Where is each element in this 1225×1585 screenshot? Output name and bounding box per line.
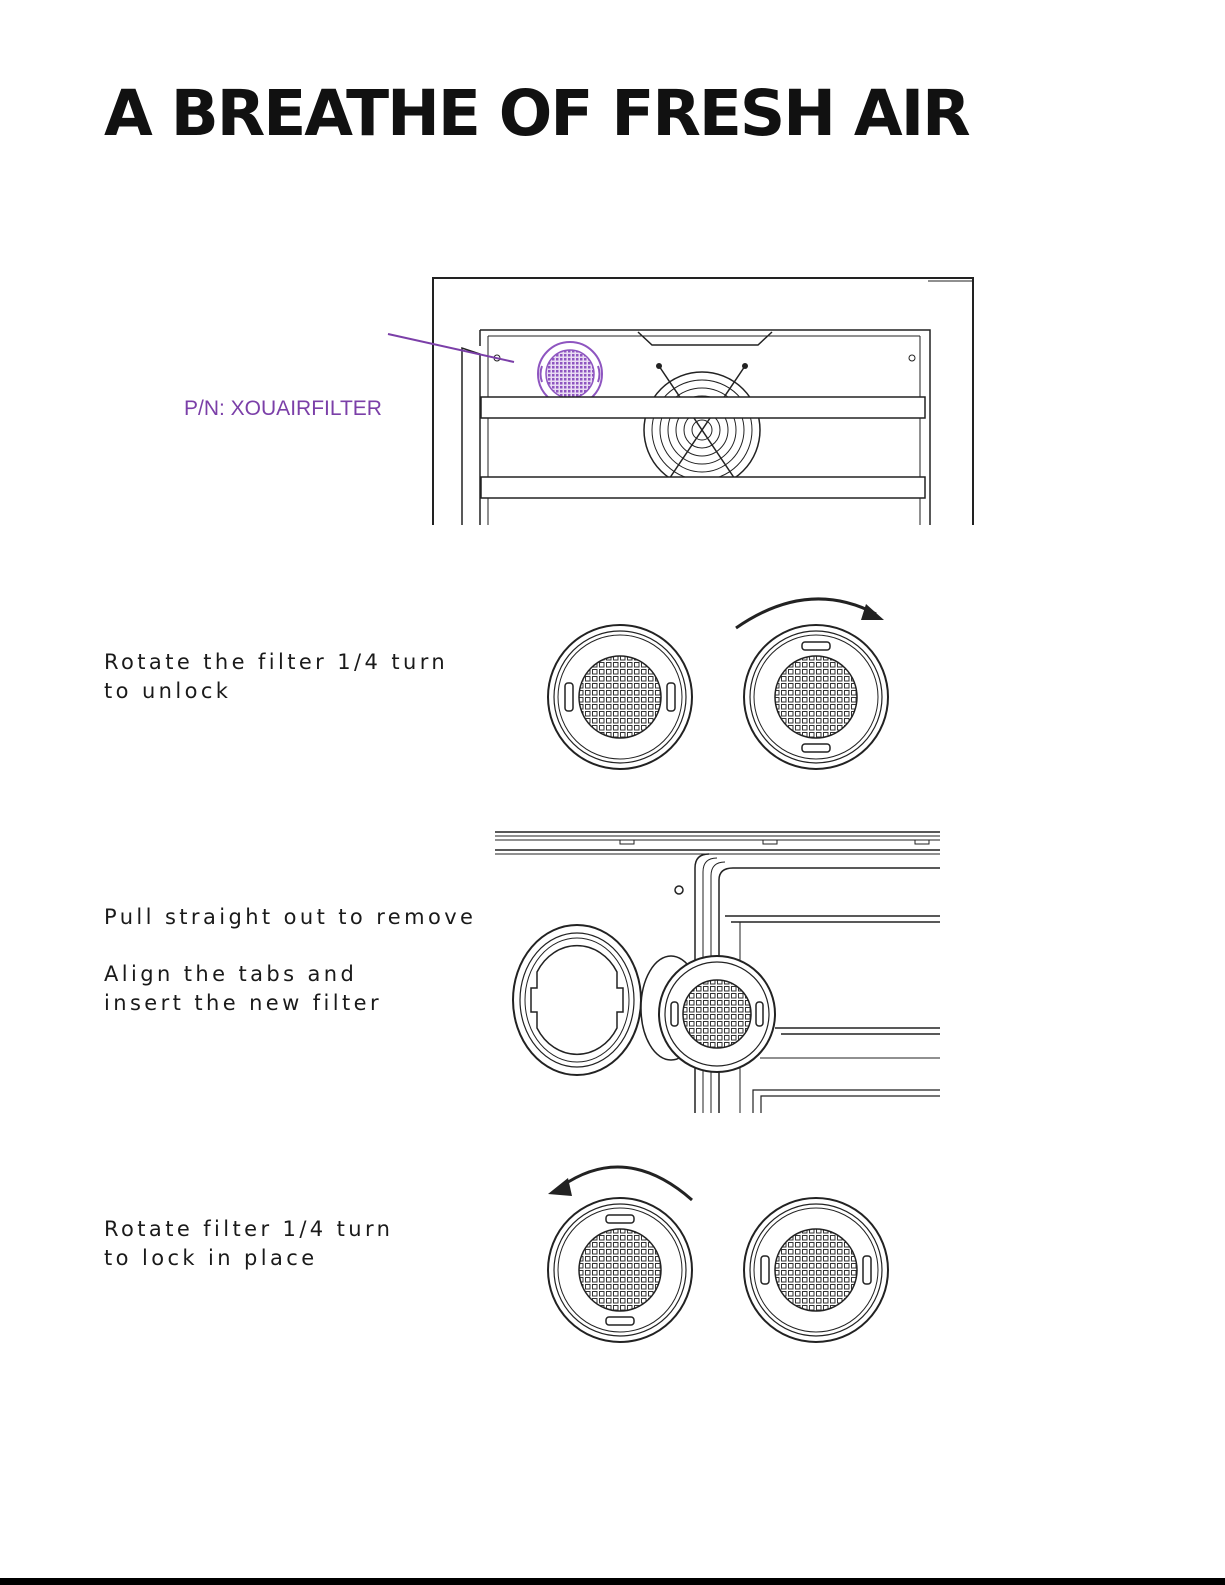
filter-icon — [548, 625, 692, 769]
fridge-interior-diagram — [380, 270, 990, 530]
filter-icon — [744, 625, 888, 769]
bottom-rule — [0, 1578, 1225, 1585]
filter-icon — [641, 956, 775, 1072]
filter-removal-diagram — [495, 828, 950, 1118]
rotate-counterclockwise-arrow-icon — [548, 1167, 692, 1200]
filter-lock-diagram — [540, 1160, 900, 1350]
step-rotate-lock-text: Rotate filter 1/4 turn to lock in place — [104, 1217, 394, 1270]
part-number-label: P/N: XOUAIRFILTER — [184, 397, 382, 420]
step-align-tabs-text: Align the tabs and insert the new filter — [104, 962, 383, 1015]
step-pull-out-text: Pull straight out to remove — [104, 905, 477, 929]
filter-icon — [744, 1198, 888, 1342]
filter-unlock-diagram — [540, 590, 900, 780]
filter-icon — [548, 1198, 692, 1342]
step-rotate-unlock-text: Rotate the filter 1/4 turn to unlock — [104, 650, 449, 703]
rotate-clockwise-arrow-icon — [736, 599, 884, 628]
page-title: A BREATHE OF FRESH AIR — [104, 77, 969, 150]
